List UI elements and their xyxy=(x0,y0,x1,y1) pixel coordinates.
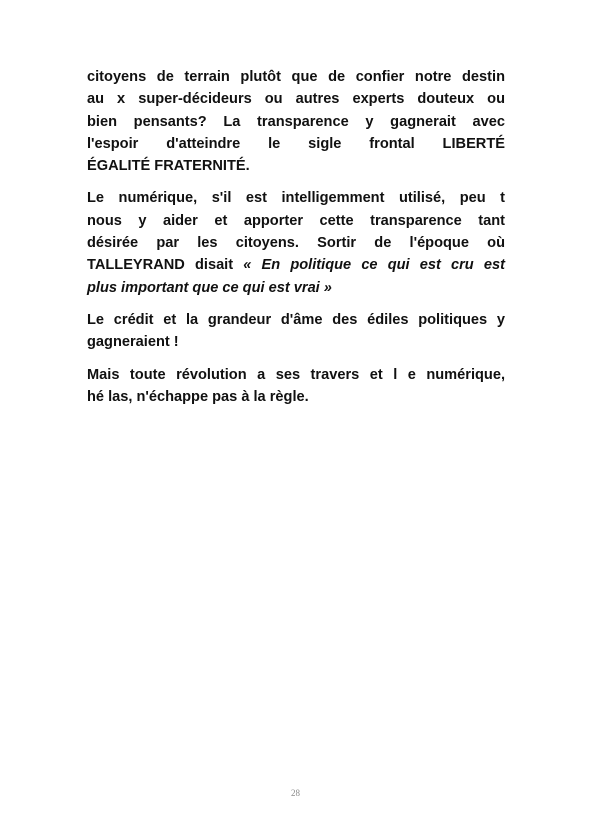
page-number: 28 xyxy=(291,788,300,798)
text-line: Le crédit et la grandeur d'âme des édiles politiques y xyxy=(87,311,505,328)
text-line: citoyens de terrain plutôt que de confier notre destin xyxy=(87,69,505,85)
text-line: hé las, n'échappe pas à la règle. xyxy=(87,388,309,405)
text-line: bien pensants? La transparence y gagnerait avec xyxy=(87,113,505,130)
paragraph-4 xyxy=(87,364,505,409)
text-line: l'espoir d'atteindre le sigle frontal LIBERTÉ xyxy=(87,135,505,152)
quote-text-line: plus important que ce qui est vrai » xyxy=(87,279,332,296)
text-line-mixed xyxy=(87,254,505,276)
paragraph-1 xyxy=(87,66,505,177)
paragraph-3 xyxy=(87,309,505,354)
text-line: Mais toute révolution a ses travers et l e numérique, xyxy=(87,366,505,383)
paragraph-2 xyxy=(87,187,505,298)
text-line: désirée par les citoyens. Sortir de l'époque où xyxy=(87,235,505,252)
text-line: gagneraient ! xyxy=(87,334,179,351)
body-text xyxy=(87,66,505,408)
text-line: au x super-décideurs ou autres experts douteux ou xyxy=(87,91,505,108)
quote-text: « En politique ce qui est cru est xyxy=(243,257,505,274)
text-line: Le numérique, s'il est intelligemment utilisé, peu t xyxy=(87,190,505,207)
text-segment: TALLEYRAND disait xyxy=(87,257,244,274)
text-line: ÉGALITÉ FRATERNITÉ. xyxy=(87,158,250,175)
text-line: nous y aider et apporter cette transparence tant xyxy=(87,212,505,229)
